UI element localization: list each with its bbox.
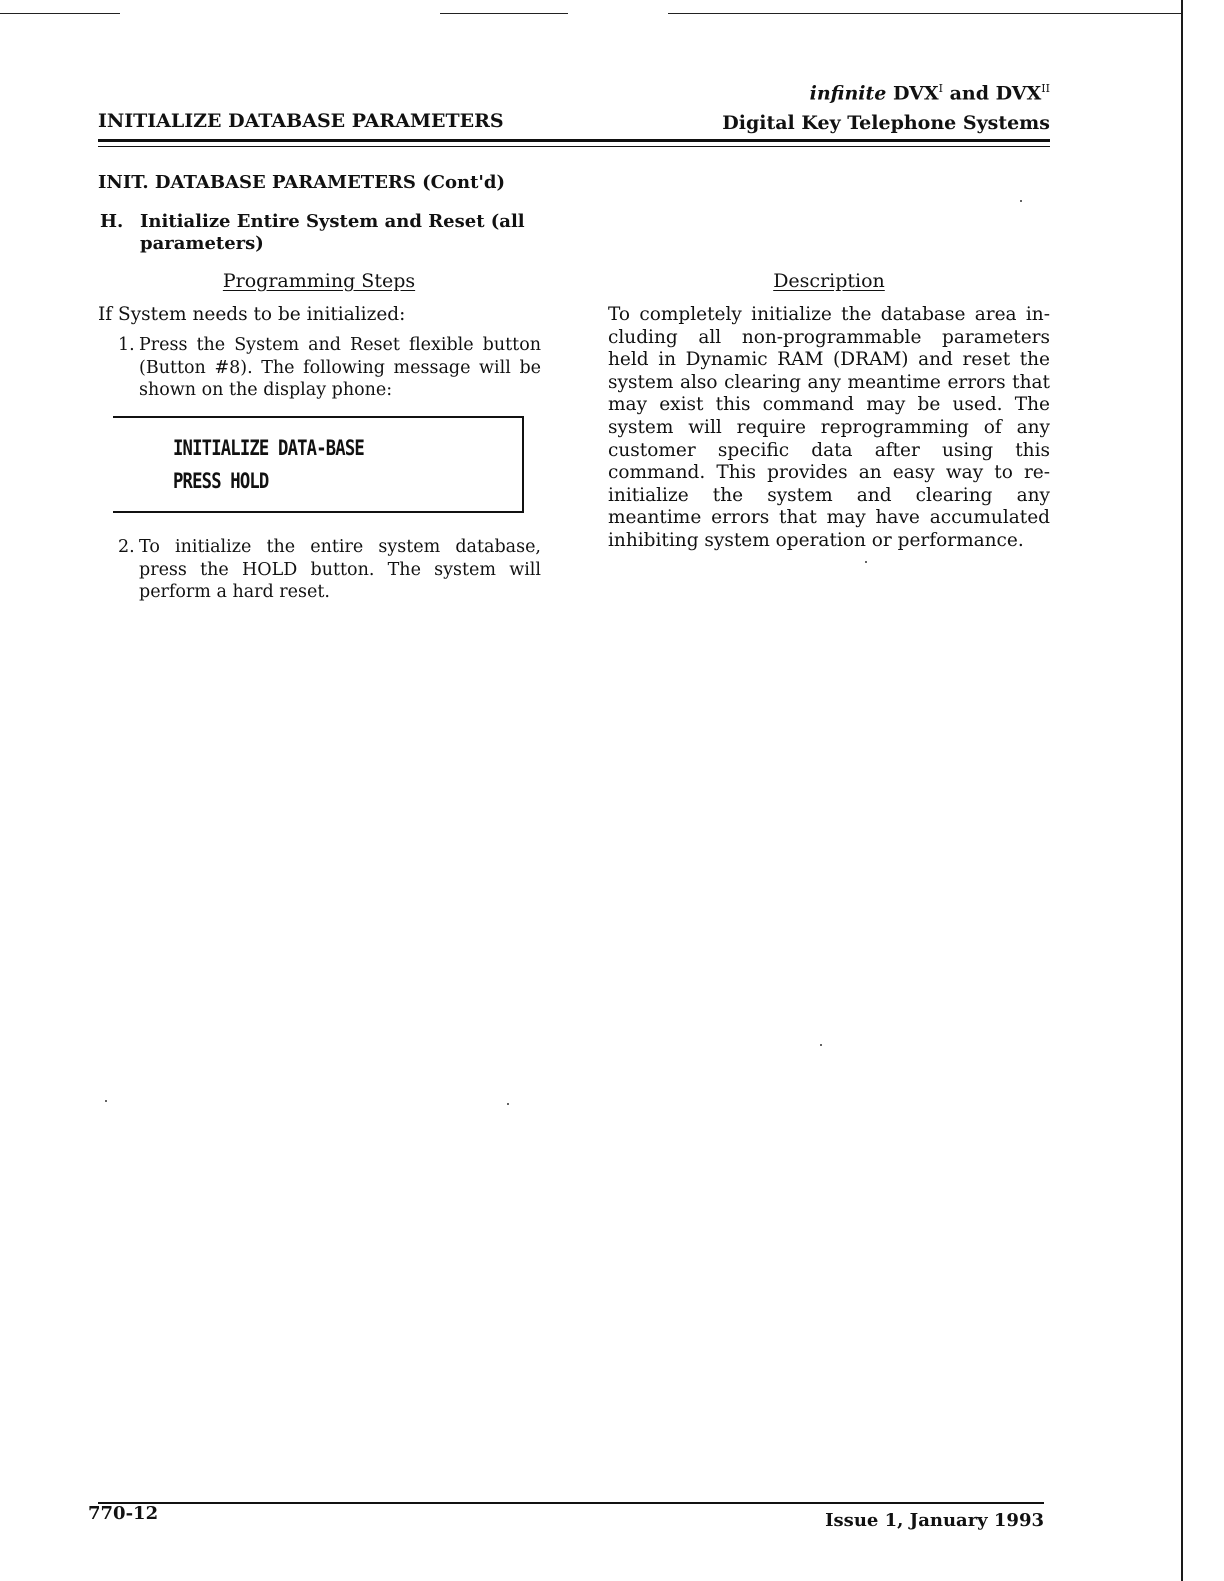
description-heading: Description bbox=[773, 270, 885, 292]
product-a: DVX bbox=[892, 82, 939, 105]
header-rule-thick bbox=[98, 139, 1050, 142]
subsection-letter: H. bbox=[100, 211, 124, 232]
steps-intro: If System needs to be initialized: bbox=[98, 304, 406, 325]
scan-speck bbox=[507, 1103, 509, 1105]
product-name bbox=[700, 82, 1050, 104]
scan-speck bbox=[865, 561, 867, 563]
product-b: DVX bbox=[995, 82, 1042, 105]
footer-rule bbox=[98, 1502, 1044, 1504]
scan-speck bbox=[1020, 200, 1022, 202]
description-text: To completely initialize the database area including all non-programmable parameters held in Dynamic RAM (DRAM) and reset the system also clearing any meantime errors that may exist this command may be used. The system will require reprogramming of any customer specific data after using this command. This provides an easy way to re-initialize the system and clearing any meantime errors that may have accumulated inhibiting system operation or performance. bbox=[608, 304, 1050, 551]
top-scan-line-2 bbox=[440, 13, 568, 14]
step-1-text: Press the System and Reset flexible button (Button #8). The following message will be shown on the display phone: bbox=[139, 335, 541, 400]
scan-speck bbox=[105, 1100, 107, 1102]
top-scan-line-3 bbox=[668, 13, 1182, 14]
display-phone-screen bbox=[113, 416, 524, 513]
product-subtitle: Digital Key Telephone Systems bbox=[722, 112, 1050, 134]
page-number: 770-12 bbox=[88, 1503, 159, 1524]
page-right-border bbox=[1181, 0, 1183, 1581]
brand-name: infinite bbox=[809, 82, 887, 105]
step-1-number: 1. bbox=[118, 335, 135, 355]
display-line-2: PRESS HOLD bbox=[173, 469, 269, 493]
running-header-title: INITIALIZE DATABASE PARAMETERS bbox=[98, 110, 504, 132]
product-b-sup: II bbox=[1041, 82, 1050, 95]
subsection-title: Initialize Entire System and Reset (all parameters) bbox=[140, 211, 525, 254]
header-rule-thin bbox=[98, 146, 1050, 147]
scan-speck bbox=[820, 1044, 822, 1046]
programming-steps-heading: Programming Steps bbox=[222, 270, 416, 292]
top-scan-line-1 bbox=[0, 13, 120, 14]
issue-date: Issue 1, January 1993 bbox=[825, 1510, 1044, 1531]
step-2-text: To initialize the entire system database, press the HOLD button. The system will perform a hard reset. bbox=[139, 537, 541, 602]
product-join: and bbox=[949, 82, 990, 105]
step-2-number: 2. bbox=[118, 537, 135, 557]
display-line-1: INITIALIZE DATA-BASE bbox=[173, 436, 364, 460]
product-a-sup: I bbox=[938, 82, 943, 95]
section-title: INIT. DATABASE PARAMETERS (Cont'd) bbox=[98, 172, 505, 193]
